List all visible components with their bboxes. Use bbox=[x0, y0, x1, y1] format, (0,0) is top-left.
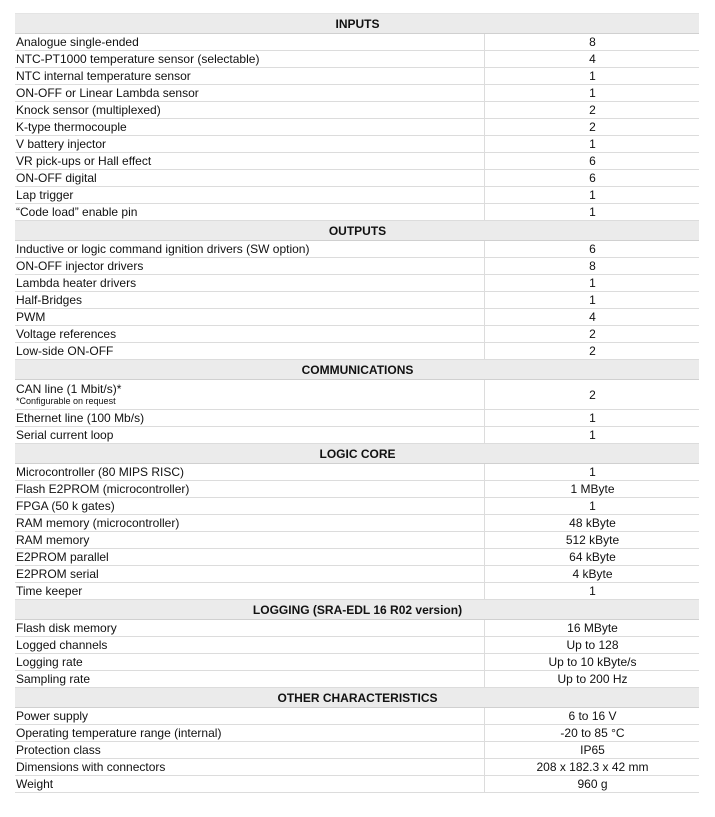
spec-value: 6 bbox=[485, 170, 700, 187]
section-title: OUTPUTS bbox=[15, 221, 699, 241]
spec-label-cell bbox=[15, 708, 485, 725]
spec-value: 1 bbox=[485, 427, 700, 444]
table-row bbox=[15, 326, 699, 343]
spec-note: *Configurable on request bbox=[16, 396, 116, 406]
spec-label-cell bbox=[15, 532, 485, 549]
spec-label-cell bbox=[15, 292, 485, 309]
spec-label-cell bbox=[15, 515, 485, 532]
section-header bbox=[15, 221, 699, 241]
table-row bbox=[15, 464, 699, 481]
spec-label: Analogue single-ended bbox=[16, 35, 139, 49]
spec-value: 2 bbox=[485, 102, 700, 119]
spec-label: ON-OFF or Linear Lambda sensor bbox=[16, 86, 199, 100]
table-row bbox=[15, 671, 699, 688]
spec-label-cell bbox=[15, 326, 485, 343]
spec-value: 16 MByte bbox=[485, 620, 700, 637]
spec-label-cell bbox=[15, 204, 485, 221]
table-row bbox=[15, 51, 699, 68]
spec-label-cell bbox=[15, 725, 485, 742]
table-row bbox=[15, 85, 699, 102]
section-header bbox=[15, 360, 699, 380]
spec-value: 4 bbox=[485, 309, 700, 326]
section-header bbox=[15, 14, 699, 34]
section-title: LOGIC CORE bbox=[15, 444, 699, 464]
spec-label: Operating temperature range (internal) bbox=[16, 726, 222, 740]
table-row bbox=[15, 410, 699, 427]
table-row bbox=[15, 119, 699, 136]
spec-label: Inductive or logic command ignition drivers (SW option) bbox=[16, 242, 310, 256]
spec-label-cell bbox=[15, 258, 485, 275]
spec-label: Serial current loop bbox=[16, 428, 114, 442]
spec-label-cell bbox=[15, 742, 485, 759]
spec-label-cell bbox=[15, 136, 485, 153]
section-header bbox=[15, 688, 699, 708]
spec-label: E2PROM parallel bbox=[16, 550, 109, 564]
table-row bbox=[15, 532, 699, 549]
table-row bbox=[15, 481, 699, 498]
table-row bbox=[15, 187, 699, 204]
spec-label: Low-side ON-OFF bbox=[16, 344, 114, 358]
spec-table bbox=[15, 13, 699, 793]
spec-label: E2PROM serial bbox=[16, 567, 99, 581]
spec-value: 1 bbox=[485, 204, 700, 221]
table-row bbox=[15, 34, 699, 51]
section-title: OTHER CHARACTERISTICS bbox=[15, 688, 699, 708]
spec-value: 4 bbox=[485, 51, 700, 68]
table-row bbox=[15, 776, 699, 793]
spec-value: 6 to 16 V bbox=[485, 708, 700, 725]
spec-label: K-type thermocouple bbox=[16, 120, 127, 134]
spec-label-cell bbox=[15, 549, 485, 566]
table-row bbox=[15, 309, 699, 326]
spec-value: 4 kByte bbox=[485, 566, 700, 583]
spec-value: 48 kByte bbox=[485, 515, 700, 532]
spec-value: 208 x 182.3 x 42 mm bbox=[485, 759, 700, 776]
spec-label: Flash disk memory bbox=[16, 621, 117, 635]
spec-label: FPGA (50 k gates) bbox=[16, 499, 115, 513]
spec-label-cell bbox=[15, 85, 485, 102]
spec-value: 1 bbox=[485, 275, 700, 292]
table-row bbox=[15, 498, 699, 515]
spec-label: V battery injector bbox=[16, 137, 107, 151]
section-header bbox=[15, 444, 699, 464]
spec-value: 1 bbox=[485, 498, 700, 515]
spec-label-cell bbox=[15, 380, 485, 410]
section-title: COMMUNICATIONS bbox=[15, 360, 699, 380]
spec-value: 1 MByte bbox=[485, 481, 700, 498]
spec-value: 64 kByte bbox=[485, 549, 700, 566]
spec-label-cell bbox=[15, 102, 485, 119]
spec-label-cell bbox=[15, 759, 485, 776]
spec-label-cell bbox=[15, 68, 485, 85]
spec-value: 8 bbox=[485, 34, 700, 51]
spec-value: 512 kByte bbox=[485, 532, 700, 549]
spec-label-cell bbox=[15, 51, 485, 68]
spec-label-cell bbox=[15, 671, 485, 688]
table-row bbox=[15, 427, 699, 444]
spec-label: RAM memory bbox=[16, 533, 90, 547]
spec-label-cell bbox=[15, 170, 485, 187]
table-row bbox=[15, 742, 699, 759]
spec-label: Logged channels bbox=[16, 638, 108, 652]
spec-value: 1 bbox=[485, 85, 700, 102]
spec-value: 8 bbox=[485, 258, 700, 275]
table-row bbox=[15, 708, 699, 725]
section-title: LOGGING (SRA-EDL 16 R02 version) bbox=[15, 600, 699, 620]
spec-value: -20 to 85 °C bbox=[485, 725, 700, 742]
table-row bbox=[15, 515, 699, 532]
spec-label-cell bbox=[15, 275, 485, 292]
spec-label: Microcontroller (80 MIPS RISC) bbox=[16, 465, 185, 479]
spec-label: “Code load” enable pin bbox=[16, 205, 138, 219]
spec-label-cell bbox=[15, 620, 485, 637]
spec-value: 1 bbox=[485, 464, 700, 481]
spec-value: 1 bbox=[485, 292, 700, 309]
spec-value: 960 g bbox=[485, 776, 700, 793]
spec-label: Protection class bbox=[16, 743, 101, 757]
spec-label-cell bbox=[15, 481, 485, 498]
spec-label: CAN line (1 Mbit/s)* bbox=[16, 382, 122, 396]
spec-label: Weight bbox=[16, 777, 54, 791]
spec-label: Time keeper bbox=[16, 584, 83, 598]
spec-value: Up to 10 kByte/s bbox=[485, 654, 700, 671]
spec-value: 1 bbox=[485, 68, 700, 85]
spec-label: Flash E2PROM (microcontroller) bbox=[16, 482, 190, 496]
spec-label-cell bbox=[15, 566, 485, 583]
spec-label: Ethernet line (100 Mb/s) bbox=[16, 411, 145, 425]
spec-label-cell bbox=[15, 410, 485, 427]
spec-label-cell bbox=[15, 637, 485, 654]
table-row bbox=[15, 136, 699, 153]
spec-label-cell bbox=[15, 241, 485, 258]
spec-label: Dimensions with connectors bbox=[16, 760, 166, 774]
spec-label: Lambda heater drivers bbox=[16, 276, 137, 290]
spec-value: 1 bbox=[485, 187, 700, 204]
table-row bbox=[15, 241, 699, 258]
table-row bbox=[15, 153, 699, 170]
spec-value: 2 bbox=[485, 119, 700, 136]
spec-value: 2 bbox=[485, 343, 700, 360]
spec-label-cell bbox=[15, 34, 485, 51]
table-row bbox=[15, 654, 699, 671]
spec-label: Sampling rate bbox=[16, 672, 91, 686]
table-row bbox=[15, 68, 699, 85]
section-title: INPUTS bbox=[15, 14, 699, 34]
table-row bbox=[15, 759, 699, 776]
spec-label-cell bbox=[15, 583, 485, 600]
spec-value: 1 bbox=[485, 410, 700, 427]
spec-label: PWM bbox=[16, 310, 46, 324]
spec-label-cell bbox=[15, 309, 485, 326]
spec-label-cell bbox=[15, 153, 485, 170]
spec-value: IP65 bbox=[485, 742, 700, 759]
spec-label: Voltage references bbox=[16, 327, 117, 341]
table-row bbox=[15, 292, 699, 309]
spec-label: Logging rate bbox=[16, 655, 83, 669]
table-row bbox=[15, 102, 699, 119]
spec-value: 1 bbox=[485, 583, 700, 600]
spec-label: Lap trigger bbox=[16, 188, 74, 202]
spec-label: NTC internal temperature sensor bbox=[16, 69, 191, 83]
table-row bbox=[15, 204, 699, 221]
spec-value: 6 bbox=[485, 241, 700, 258]
table-row bbox=[15, 637, 699, 654]
spec-label-cell bbox=[15, 343, 485, 360]
spec-label-cell bbox=[15, 427, 485, 444]
spec-value: Up to 128 bbox=[485, 637, 700, 654]
spec-label: ON-OFF injector drivers bbox=[16, 259, 144, 273]
spec-label: Knock sensor (multiplexed) bbox=[16, 103, 161, 117]
spec-value: 6 bbox=[485, 153, 700, 170]
table-row bbox=[15, 170, 699, 187]
spec-label: NTC-PT1000 temperature sensor (selectable) bbox=[16, 52, 260, 66]
spec-label-cell bbox=[15, 464, 485, 481]
spec-label-cell bbox=[15, 498, 485, 515]
spec-label-cell bbox=[15, 119, 485, 136]
table-row bbox=[15, 583, 699, 600]
spec-label: VR pick-ups or Hall effect bbox=[16, 154, 152, 168]
table-row bbox=[15, 380, 699, 410]
table-row bbox=[15, 275, 699, 292]
table-row bbox=[15, 549, 699, 566]
table-row bbox=[15, 620, 699, 637]
table-row bbox=[15, 343, 699, 360]
spec-value: Up to 200 Hz bbox=[485, 671, 700, 688]
table-row bbox=[15, 258, 699, 275]
section-header bbox=[15, 600, 699, 620]
spec-value: 1 bbox=[485, 136, 700, 153]
spec-value: 2 bbox=[485, 326, 700, 343]
spec-label: Power supply bbox=[16, 709, 89, 723]
spec-label-cell bbox=[15, 187, 485, 204]
table-row bbox=[15, 725, 699, 742]
spec-value: 2 bbox=[485, 380, 700, 410]
spec-label: RAM memory (microcontroller) bbox=[16, 516, 180, 530]
spec-label-cell bbox=[15, 776, 485, 793]
spec-label: Half-Bridges bbox=[16, 293, 83, 307]
spec-label-cell bbox=[15, 654, 485, 671]
spec-label: ON-OFF digital bbox=[16, 171, 97, 185]
table-row bbox=[15, 566, 699, 583]
